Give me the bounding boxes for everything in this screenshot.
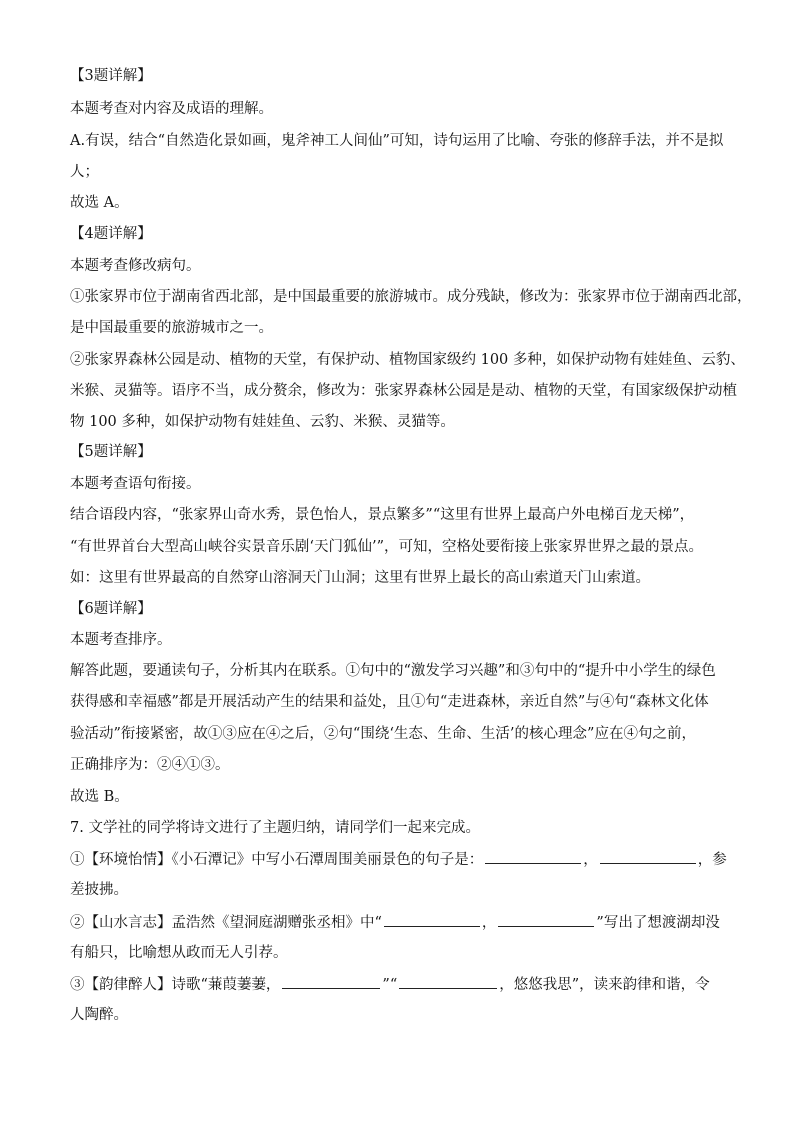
q6-line-6: 故选 B。 (70, 789, 129, 805)
q7-item-2-sep: ， (481, 915, 497, 931)
q7-intro: 7. 文学社的同学将诗文进行了主题归纳，请同学们一起来完成。 (70, 820, 480, 836)
q4-line-2: ①张家界市位于湖南省西北部，是中国最重要的旅游城市。成分残缺，修改为：张家界市位于湖南西北部， (70, 289, 752, 305)
q6-line-2: 解答此题，要通读句子，分析其内在联系。①句中的“激发学习兴趣”和③句中的“提升中小学生的绿色 (70, 663, 716, 679)
q7-item-1-cont: 差披拂。 (70, 882, 128, 898)
answer-blank-1[interactable] (485, 849, 581, 864)
answer-blank-3[interactable] (384, 912, 480, 927)
q7-item-3-sep: ”“ (382, 977, 398, 993)
answer-blank-4[interactable] (498, 912, 594, 927)
q4-line-3: 是中国最重要的旅游城市之一。 (70, 320, 273, 336)
q4-line-1: 本题考查修改病句。 (70, 258, 201, 274)
q7-item-3 (70, 974, 710, 995)
q5-line-2: 结合语段内容，“张家界山奇水秀，景色怡人，景点繁多”“这里有世界上最高户外电梯百龙天梯”， (70, 507, 695, 523)
q6-line-4: 验活动”衔接紧密，故①③应在④之后，②句“围绕‘生态、生命、生活’的核心理念”应在④句之前， (70, 726, 696, 742)
q7-item-1-sep: ， (583, 852, 598, 868)
q7-item-2-tail: ”写出了想渡湖却没 (596, 915, 720, 931)
q6-line-1: 本题考查排序。 (70, 632, 172, 648)
q7-item-1 (70, 849, 727, 870)
q5-heading: 【5题详解】 (70, 444, 152, 460)
q7-item-3-prompt: ③【韵律醉人】诗歌“蒹葭萋萋， (70, 977, 281, 993)
q6-line-3: 获得感和幸福感”都是开展活动产生的结果和益处，且①句“走进森林，亲近自然”与④句“森林文化体 (70, 694, 709, 710)
answer-blank-5[interactable] (282, 974, 380, 989)
q7-item-2-cont: 有船只，比喻想从政而无人引荐。 (70, 945, 288, 961)
answer-blank-2[interactable] (600, 849, 696, 864)
q4-line-5: 米猴、灵猫等。语序不当，成分赘余，修改为：张家界森林公园是是动、植物的天堂，有国家级保护动植 (70, 383, 737, 399)
answer-blank-6[interactable] (399, 974, 497, 989)
q4-line-6: 物 100 多种，如保护动物有娃娃鱼、云豹、米猴、灵猫等。 (70, 414, 455, 430)
q7-item-1-prompt: ①【环境怡情】《小石潭记》中写小石潭周围美丽景色的句子是： (70, 852, 484, 868)
q5-line-4: 如：这里有世界最高的自然穿山溶洞天门山洞；这里有世界上最长的高山索道天门山索道。 (70, 570, 650, 586)
q3-line-4: 故选 A。 (70, 195, 129, 211)
q6-heading: 【6题详解】 (70, 601, 152, 617)
q7-item-2-prompt: ②【山水言志】孟浩然《望洞庭湖赠张丞相》中“ (70, 915, 382, 931)
q7-item-3-tail: ，悠悠我思”，读来韵律和谐，令 (499, 977, 710, 993)
q3-line-1: 本题考查对内容及成语的理解。 (70, 101, 273, 117)
q7-item-1-tail: ，参 (697, 852, 727, 868)
q4-heading: 【4题详解】 (70, 226, 152, 242)
q7-item-2 (70, 912, 720, 933)
q3-heading: 【3题详解】 (70, 68, 152, 84)
q5-line-1: 本题考查语句衔接。 (70, 476, 201, 492)
q7-item-3-cont: 人陶醉。 (70, 1007, 128, 1023)
q4-line-4: ②张家界森林公园是动、植物的天堂，有保护动、植物国家级约 100 多种，如保护动物有娃娃鱼、云豹、 (70, 352, 745, 368)
q3-line-3: 人； (70, 164, 99, 180)
q3-line-2: A.有误，结合“自然造化景如画，鬼斧神工人间仙”可知，诗句运用了比喻、夸张的修辞手法，并不是拟 (70, 133, 724, 149)
q6-line-5: 正确排序为：②④①③。 (70, 757, 230, 773)
q5-line-3: “有世界首台大型高山峡谷实景音乐剧‘天门狐仙’”，可知，空格处要衔接上张家界世界之最的景点。 (70, 539, 704, 555)
